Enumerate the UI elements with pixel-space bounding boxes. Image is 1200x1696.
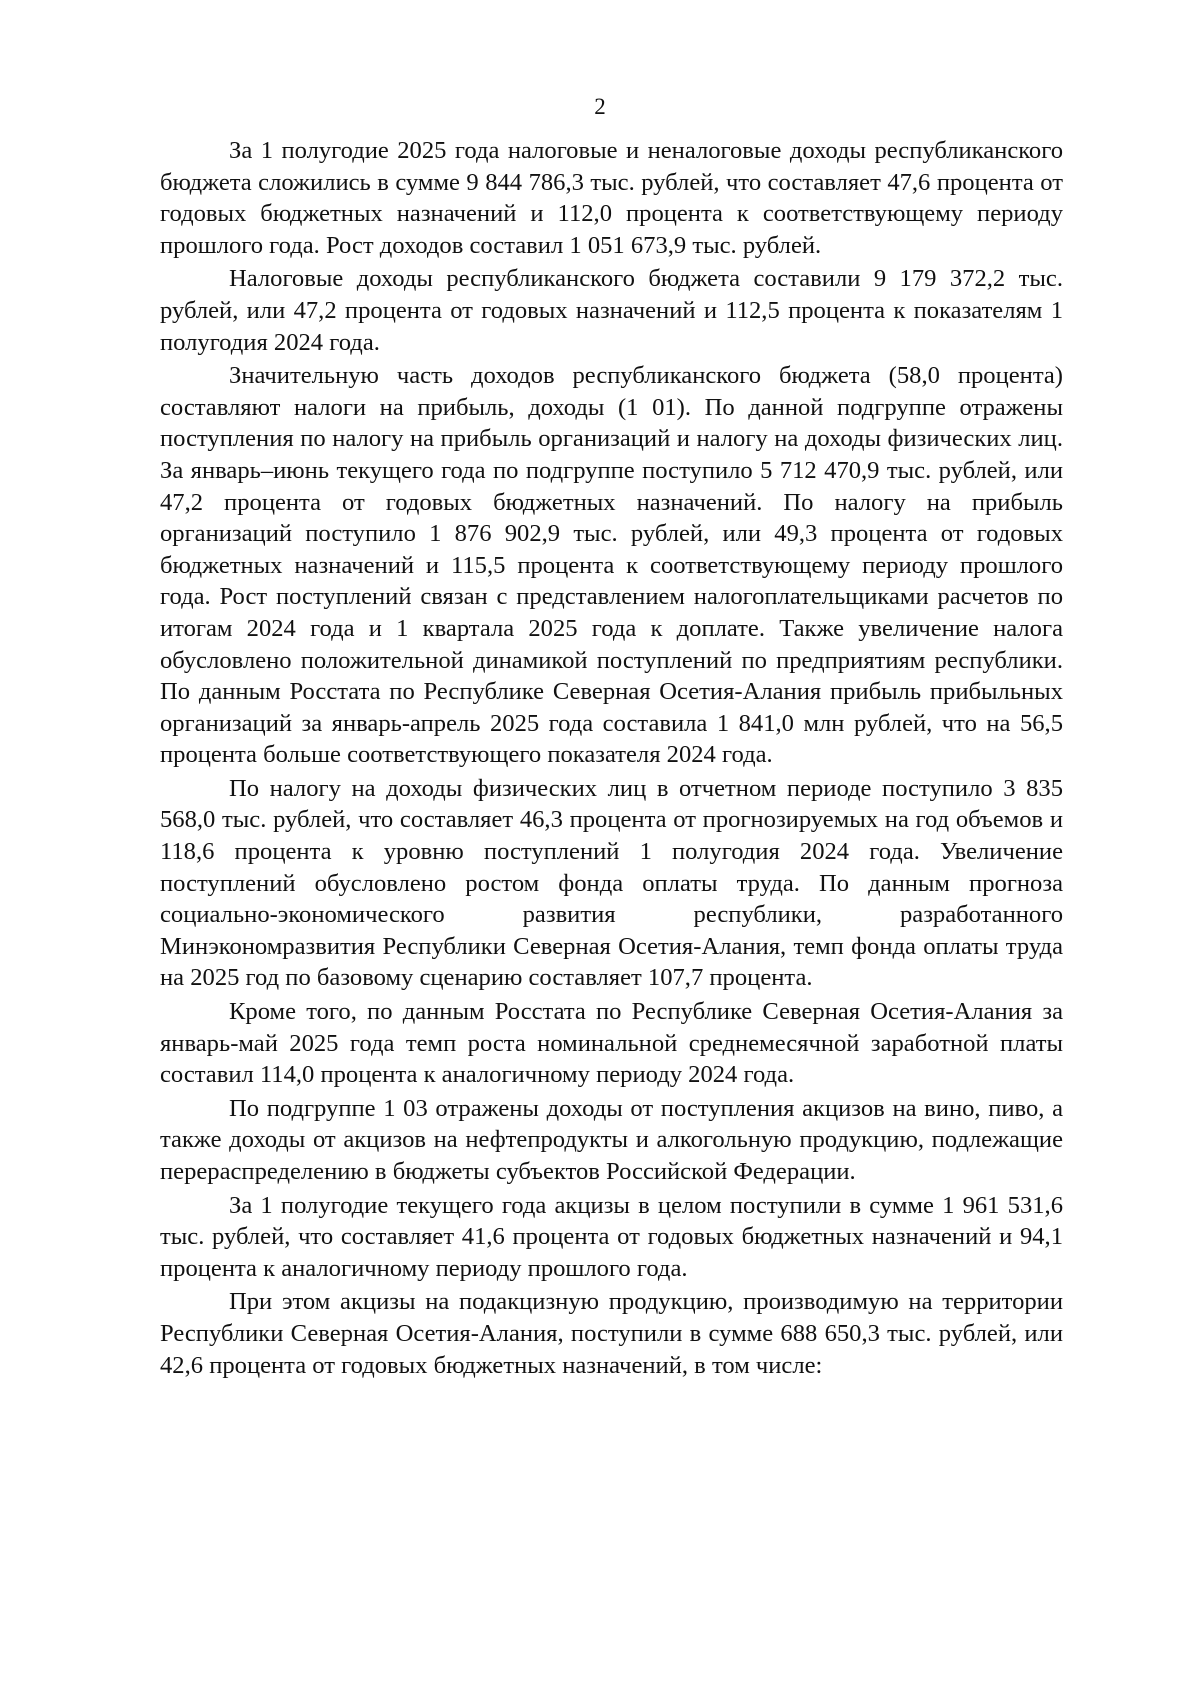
- paragraph-excise-total: За 1 полугодие текущего года акцизы в целом поступили в сумме 1 961 531,6 тыс. рублей, что составляет 41,6 процента от годовых бюджетных назначений и 94,1 процента к аналогичному периоду прошлого года.: [160, 1191, 1063, 1282]
- paragraph-regional-excise: При этом акцизы на подакцизную продукцию, производимую на территории Республики Северная Осетия-Алания, поступили в сумме 688 650,3 тыс. рублей, или 42,6 процента от годовых бюджетных назначений, в том числе:: [160, 1288, 1063, 1379]
- paragraph-personal-income-tax: По налогу на доходы физических лиц в отчетном периоде поступило 3 835 568,0 тыс. рублей, что составляет 46,3 процента от прогнозируемых на год объемов и 118,6 процента к уровню поступлений 1 полугодия 2024 года. Увеличение поступлений обусловлено ростом фонда оплаты труда. По данным прогноза социально-экономического развития республики, разработанного Минэкономразвития Республики Северная Осетия-Алания, темп фонда оплаты труда на 2025 год по базовому сценарию составляет 107,7 процента.: [160, 774, 1063, 992]
- paragraph-tax-revenue: Налоговые доходы республиканского бюджета составили 9 179 372,2 тыс. рублей, или 47,2 процента от годовых назначений и 112,5 процента к показателям 1 полугодия 2024 года.: [160, 265, 1063, 356]
- page-number: 2: [594, 94, 606, 119]
- paragraph-profit-and-income-taxes: Значительную часть доходов республиканского бюджета (58,0 процента) составляют налоги на прибыль, доходы (1 01). По данной подгруппе отражены поступления по налогу на прибыль организаций и налогу на доходы физических лиц. За январь–июнь текущего года по подгруппе поступило 5 712 470,9 тыс. рублей, или 47,2 процента от годовых бюджетных назначений. По налогу на прибыль организаций поступило 1 876 902,9 тыс. рублей, или 49,3 процента от годовых бюджетных назначений и 115,5 процента к соответствующему периоду прошлого года. Рост поступлений связан с представлением налогоплательщиками расчетов по итогам 2024 года и 1 квартала 2025 года к доплате. Также увеличение налога обусловлено положительной динамикой поступлений по предприятиям республики. По данным Росстата по Республике Северная Осетия-Алания прибыль прибыльных организаций за январь-апрель 2025 года составила 1 841,0 млн рублей, что на 56,5 процента больше соответствующего показателя 2024 года.: [160, 362, 1063, 769]
- document-body: [160, 135, 1063, 1383]
- paragraph-excise-subgroup: По подгруппе 1 03 отражены доходы от поступления акцизов на вино, пиво, а также доходы от акцизов на нефтепродукты и алкогольную продукцию, подлежащие перераспределению в бюджеты субъектов Российской Федерации.: [160, 1094, 1063, 1185]
- paragraph-average-wage-growth: Кроме того, по данным Росстата по Республике Северная Осетия-Алания за январь-май 2025 года темп роста номинальной среднемесячной заработной платы составил 114,0 процента к аналогичному периоду 2024 года.: [160, 998, 1063, 1089]
- paragraph-half-year-revenue-summary: За 1 полугодие 2025 года налоговые и неналоговые доходы республиканского бюджета сложились в сумме 9 844 786,3 тыс. рублей, что составляет 47,6 процента от годовых бюджетных назначений и 112,0 процента к соответствующему периоду прошлого года. Рост доходов составил 1 051 673,9 тыс. рублей.: [160, 137, 1063, 259]
